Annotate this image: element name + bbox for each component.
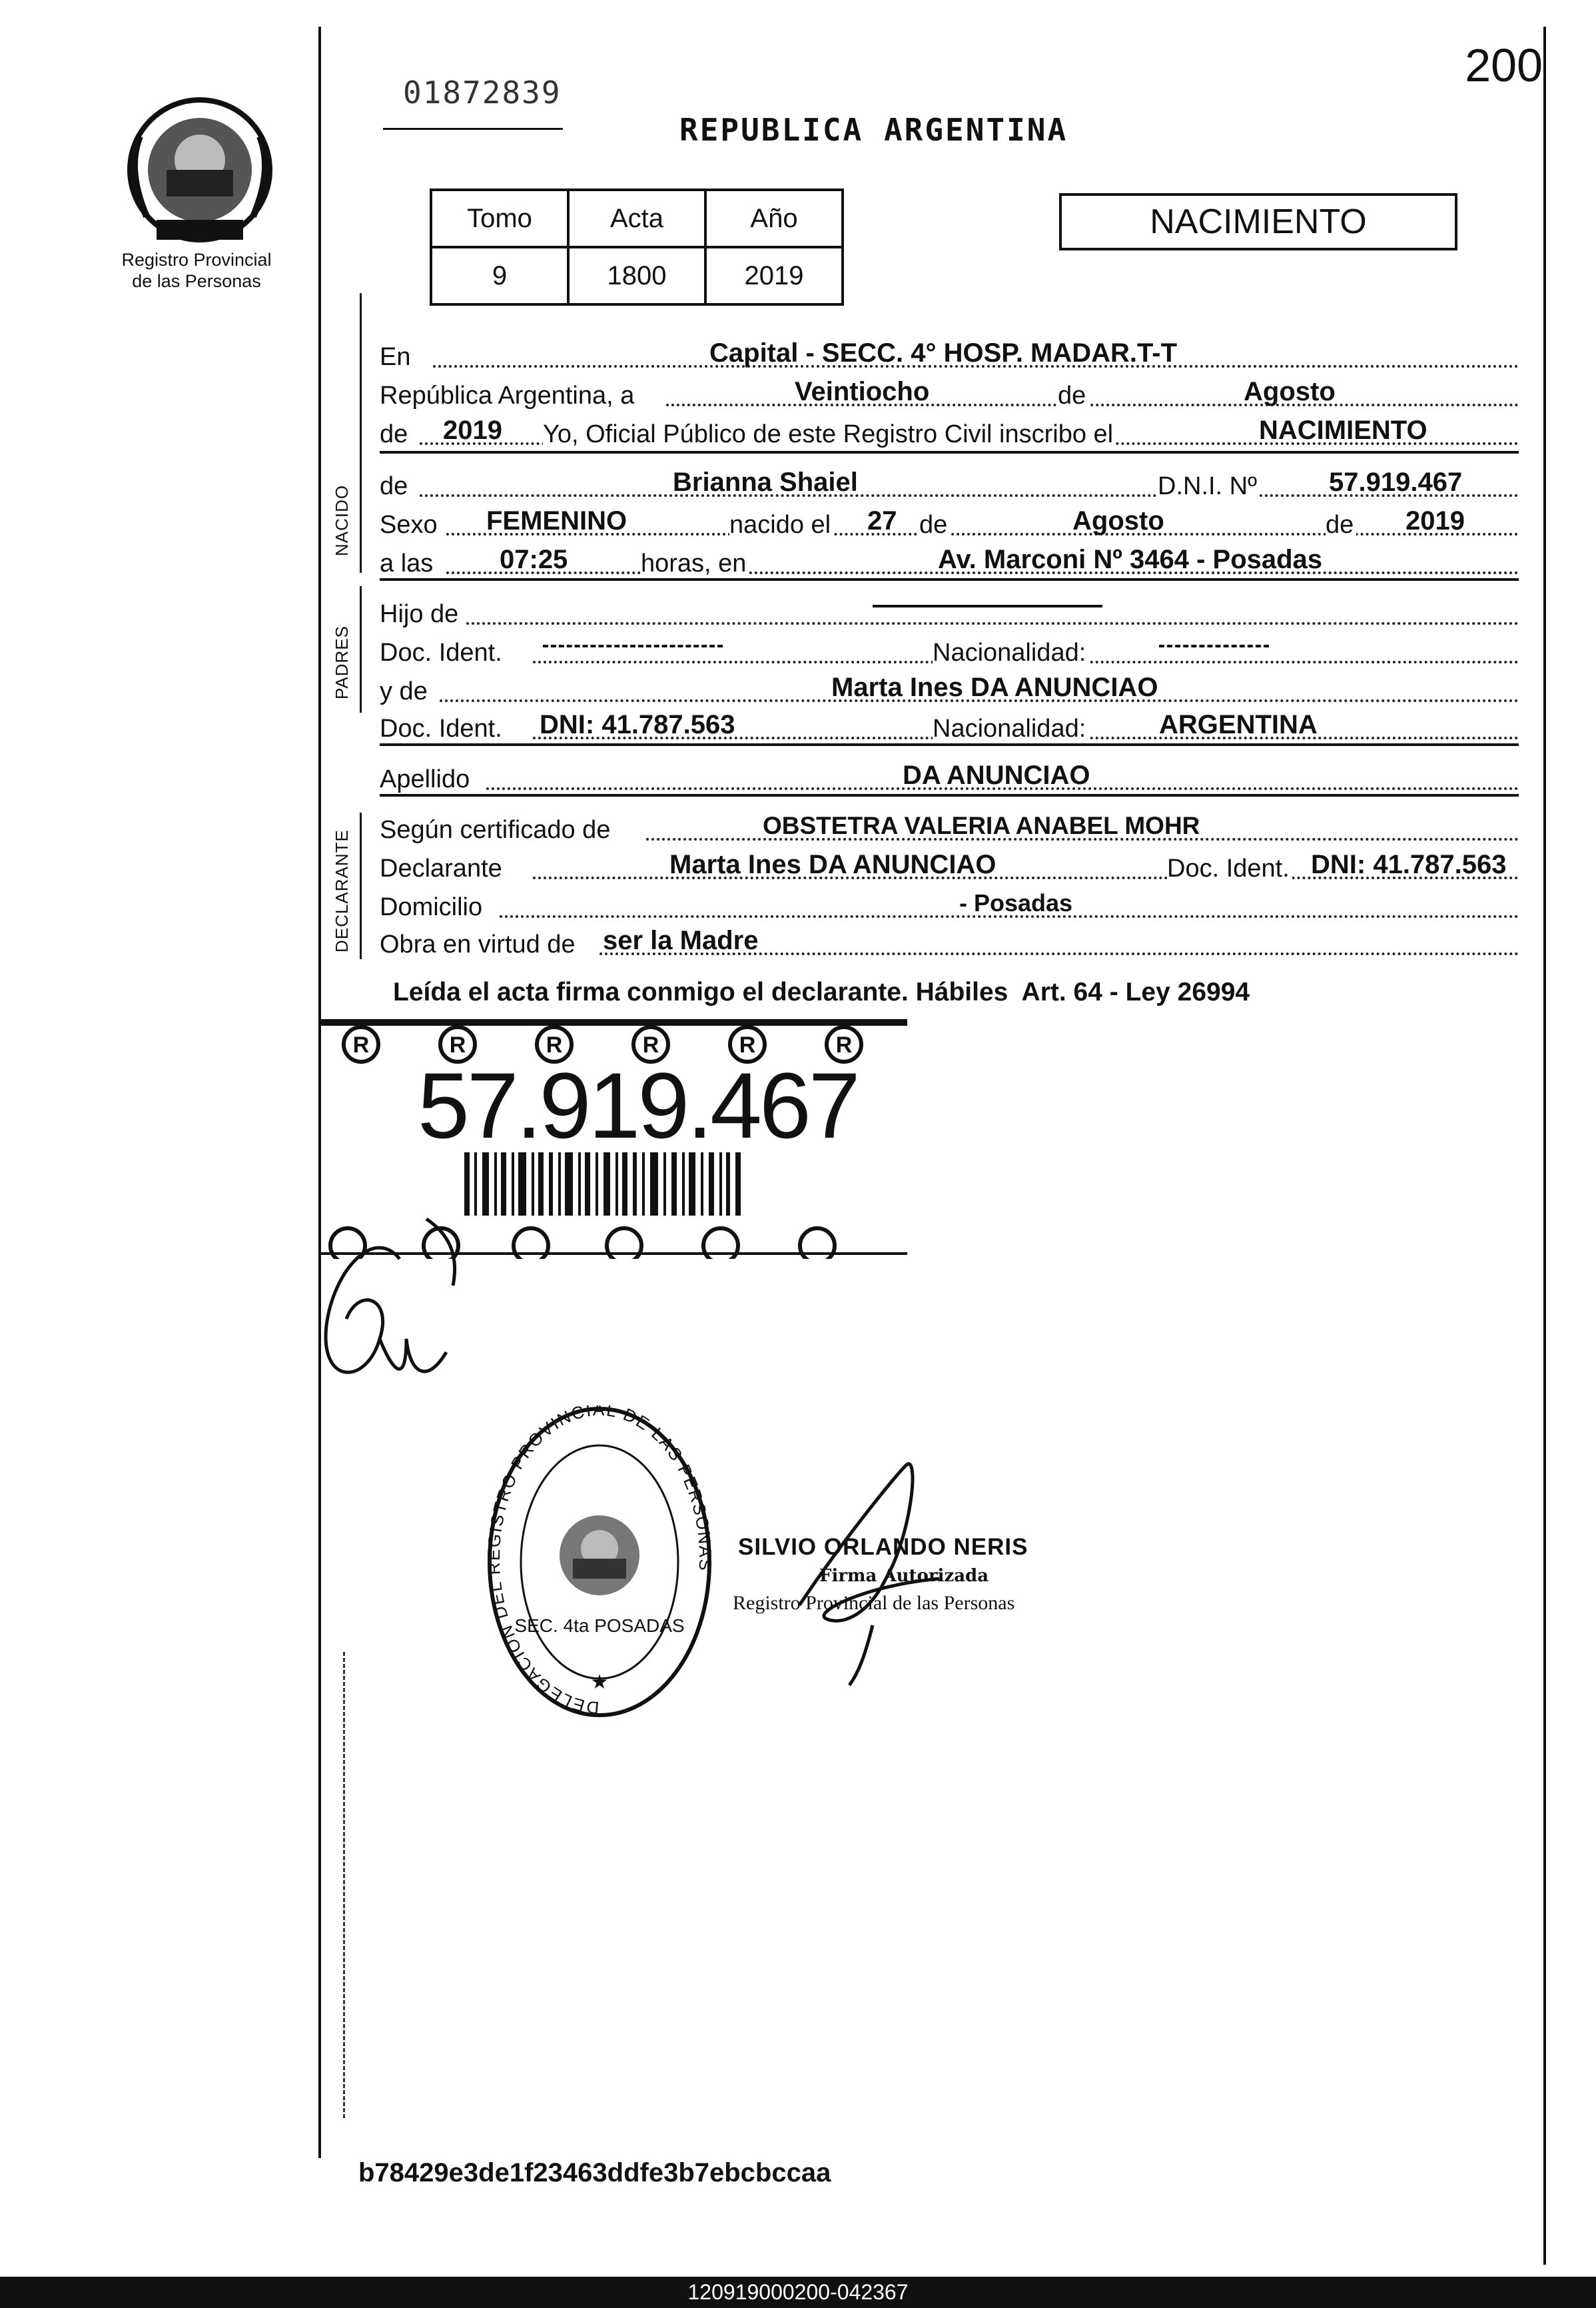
birth-de2-label: de	[1326, 509, 1356, 541]
mother-value: Marta Ines DA ANUNCIAO	[831, 673, 1158, 702]
row-doc-father	[380, 637, 1519, 669]
month-value: Agosto	[1244, 377, 1336, 406]
row-mother	[380, 675, 1519, 707]
domicilio-value: - Posadas	[959, 889, 1073, 917]
page-number: 200	[1465, 39, 1543, 91]
nacionalidad2-label: Nacionalidad:	[933, 713, 1088, 745]
margin-dash	[343, 1652, 347, 2118]
domicilio-label: Domicilio	[380, 891, 485, 923]
row-en	[380, 338, 1519, 373]
registry-table	[430, 189, 844, 306]
row-hijo-de	[380, 598, 1519, 630]
birth-year-value: 2019	[1405, 506, 1465, 536]
birth-month-value: Agosto	[1072, 506, 1164, 536]
obra-value: ser la Madre	[603, 926, 759, 955]
section-bracket-2	[360, 586, 362, 713]
place-value: Av. Marconi Nº 3464 - Posadas	[938, 545, 1323, 574]
sticker-letter: R	[352, 1032, 370, 1058]
stamp-ring-text: DELEGACION DEL ISTRO PROVINCIAL DE LAS PERSO	[486, 1405, 713, 1719]
apellido-label: Apellido	[380, 763, 472, 795]
record-type-box	[1059, 193, 1457, 250]
row-year	[380, 418, 1519, 450]
divider-3	[380, 743, 1519, 746]
row-doc-mother	[380, 710, 1519, 745]
dni-label: D.N.I. Nº	[1158, 470, 1260, 502]
row-apellido	[380, 763, 1519, 795]
stamp-inner-text: SEC. 4ta POSADAS	[514, 1615, 685, 1636]
apellido-value: DA ANUNCIAO	[903, 761, 1090, 790]
stamp-icon	[486, 1405, 713, 1719]
doc-father-dash	[543, 645, 723, 647]
anio-header: Año	[705, 190, 843, 247]
hijo-de-label: Hijo de	[380, 598, 461, 630]
sticker-letter: R	[546, 1032, 563, 1058]
row-time	[380, 545, 1519, 579]
registry-logo	[120, 90, 280, 250]
birth-day-value: 27	[867, 506, 897, 536]
hijo-de-dash	[873, 605, 1102, 607]
doc-ident2-label: Doc. Ident.	[380, 713, 505, 745]
nacionalidad-label: Nacionalidad:	[933, 637, 1088, 669]
mother-doc-value: DNI: 41.787.563	[540, 710, 735, 739]
serial-underline	[383, 128, 563, 130]
logo-caption-2: de las Personas	[132, 271, 261, 291]
footer-bar	[0, 2277, 1596, 2308]
sticker-letter: R	[449, 1032, 466, 1058]
a-las-label: a las	[380, 548, 436, 579]
section-label-padres: PADRES	[332, 625, 352, 699]
row-segun	[380, 814, 1519, 846]
coat-of-arms-icon	[120, 90, 280, 250]
acta-value: 1800	[568, 247, 705, 304]
row-name	[380, 470, 1519, 502]
section-bracket-1	[360, 293, 362, 573]
de2-label: de	[380, 418, 410, 450]
de-label: de	[1058, 380, 1088, 412]
serial-number: 01872839	[403, 75, 562, 111]
right-margin-line	[1543, 27, 1546, 2265]
declarante-label: Declarante	[380, 853, 505, 885]
year-value: 2019	[443, 416, 502, 445]
nacionalidad-father-dash	[1159, 645, 1269, 647]
official-role: Firma Autorizada	[819, 1566, 989, 1586]
row-republica	[380, 377, 1519, 412]
row-domicilio	[380, 891, 1519, 923]
row-obra	[380, 926, 1519, 961]
birth-de-label: de	[919, 509, 950, 541]
hash-code: b78429e3de1f23463ddfe3b7ebcbccaa	[358, 2158, 831, 2187]
dni-value: 57.919.467	[1329, 468, 1463, 497]
divider-2	[380, 578, 1519, 581]
mother-nationality-value: ARGENTINA	[1159, 710, 1318, 739]
sexo-value: FEMENINO	[486, 506, 627, 536]
closing-line: Leída el acta firma conmigo el declarante. Hábiles Art. 64 - Ley 26994	[393, 978, 1250, 1006]
declarante-doc-value: DNI: 41.787.563	[1311, 850, 1507, 879]
tomo-header: Tomo	[431, 190, 568, 247]
document-title: REPUBLICA ARGENTINA	[679, 112, 1068, 148]
oficial-label: Yo, Oficial Público de este Registro Civil inscribo el	[543, 418, 1116, 450]
anio-value: 2019	[705, 247, 843, 304]
sticker-letter: R	[642, 1032, 659, 1058]
section-label-declarante: DECLARANTE	[332, 829, 352, 953]
obra-label: Obra en virtud de	[380, 929, 578, 961]
divider-4	[380, 794, 1519, 797]
nacido-el-label: nacido el	[729, 509, 833, 541]
row-sexo	[380, 506, 1519, 541]
logo-caption-1: Registro Provincial	[121, 250, 272, 270]
sticker-number: 57.919.467	[418, 1053, 858, 1158]
divider-1	[380, 451, 1519, 454]
tomo-value: 9	[431, 247, 568, 304]
svg-text:★: ★	[590, 1671, 609, 1693]
y-de-label: y de	[380, 675, 430, 707]
doc-ident-label: Doc. Ident.	[380, 637, 505, 669]
acta-header: Acta	[568, 190, 705, 247]
horas-en-label: horas, en	[641, 548, 749, 579]
record-type: NACIMIENTO	[1150, 202, 1367, 241]
day-value: Veintiocho	[795, 377, 930, 406]
sticker-letter: R	[739, 1032, 756, 1058]
name-value: Brianna Shaiel	[673, 468, 858, 497]
republica-label: República Argentina, a	[380, 380, 637, 412]
segun-label: Según certificado de	[380, 814, 613, 846]
section-label-nacido: NACIDO	[332, 484, 352, 556]
en-value: Capital - SECC. 4° HOSP. MADAR.T-T	[709, 338, 1178, 368]
declarante-doc-label: Doc. Ident.	[1167, 853, 1292, 885]
footer-code: 120919000200-042367	[687, 2280, 909, 2304]
en-label: En	[380, 341, 413, 373]
sexo-label: Sexo	[380, 509, 440, 541]
official-stamp	[486, 1405, 713, 1719]
sticker-letter: R	[835, 1032, 853, 1058]
name-de-label: de	[380, 470, 410, 502]
section-bracket-3	[360, 813, 362, 959]
segun-value: OBSTETRA VALERIA ANABEL MOHR	[763, 812, 1200, 839]
time-value: 07:25	[500, 545, 568, 574]
event-value: NACIMIENTO	[1259, 416, 1427, 445]
declarant-signature	[293, 1212, 533, 1425]
declarante-value: Marta Ines DA ANUNCIAO	[669, 850, 997, 879]
official-name: SILVIO ORLANDO NERIS	[738, 1534, 1028, 1560]
row-declarante	[380, 850, 1519, 885]
official-office: Registro Provincial de las Personas	[733, 1592, 1015, 1614]
